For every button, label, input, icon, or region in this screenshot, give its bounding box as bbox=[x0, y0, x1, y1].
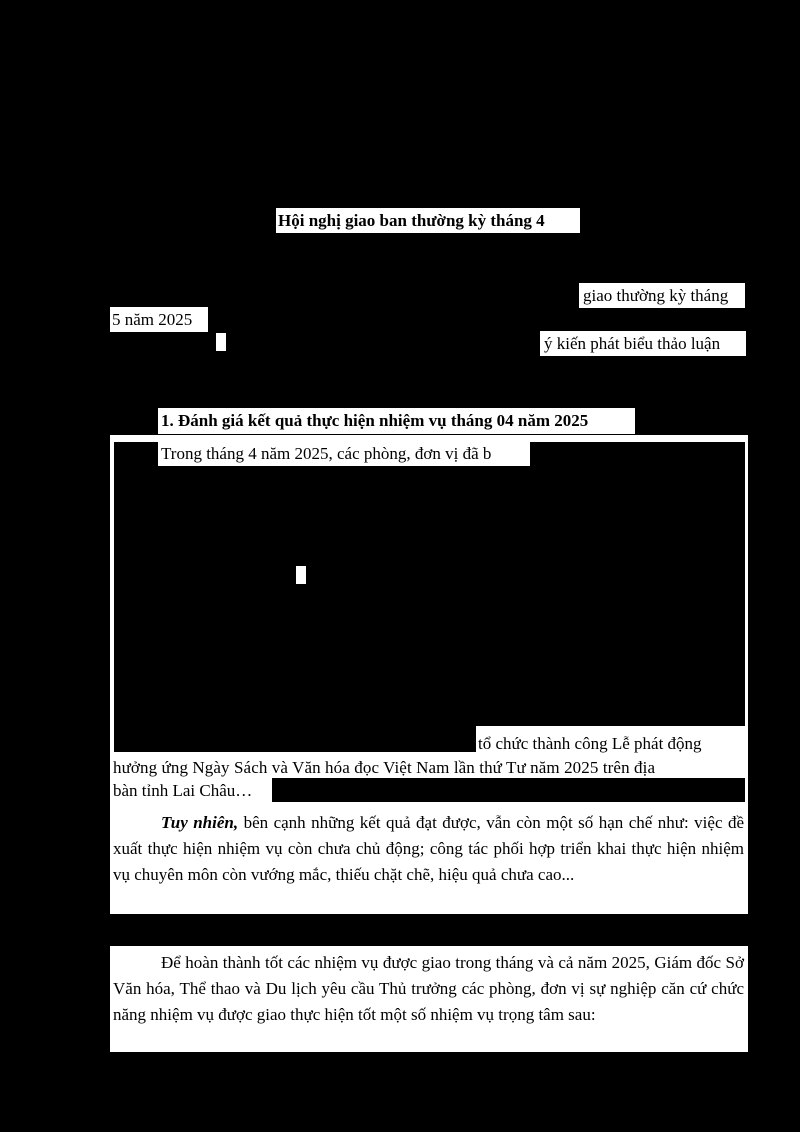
limitations-text: bên cạnh những kết quả đạt được, vẫn còn một số hạn chế như: việc đề xuất thực hiện nhiệm vụ còn chưa chủ động; công tác phối hợp triển khai thực hiện nhiệm vụ chuyên môn còn vướng mắc, thiếu chặt chẽ, hiệu quả chưa cao... bbox=[113, 813, 744, 884]
redaction-block-right bbox=[272, 778, 745, 802]
tasks-paragraph bbox=[113, 950, 744, 1028]
doc-title: Hội nghị giao ban thường kỳ tháng 4 bbox=[278, 211, 545, 230]
section1-heading: 1. Đánh giá kết quả thực hiện nhiệm vụ tháng 04 năm 2025 bbox=[161, 411, 589, 430]
intro-fragment-1: giao thường kỳ tháng bbox=[583, 286, 729, 305]
section1-line1: Trong tháng 4 năm 2025, các phòng, đơn vị đã b bbox=[161, 444, 492, 463]
redaction-block-main bbox=[114, 442, 745, 726]
redaction-speck-1 bbox=[216, 333, 226, 351]
limitations-paragraph bbox=[113, 810, 744, 888]
section1-line4: bàn tỉnh Lai Châu… bbox=[113, 781, 253, 800]
redaction-block-left bbox=[114, 726, 476, 752]
intro-fragment-2: 5 năm 2025 bbox=[112, 310, 193, 329]
section1-line2-end: tổ chức thành công Lễ phát động bbox=[478, 734, 702, 753]
tasks-text: Để hoàn thành tốt các nhiệm vụ được giao trong tháng và cả năm 2025, Giám đốc Sở Văn hóa, Thể thao và Du lịch yêu cầu Thủ trưởng các phòng, đơn vị sự nghiệp căn cứ chức năng nhiệm vụ được giao thực hiện tốt một số nhiệm vụ trọng tâm sau: bbox=[113, 953, 744, 1024]
limitations-lead: Tuy nhiên, bbox=[161, 813, 239, 832]
redaction-speck-2 bbox=[296, 566, 306, 584]
intro-fragment-3: ý kiến phát biểu thảo luận bbox=[544, 334, 721, 353]
section1-line3: hưởng ứng Ngày Sách và Văn hóa đọc Việt Nam lần thứ Tư năm 2025 trên địa bbox=[113, 758, 656, 777]
